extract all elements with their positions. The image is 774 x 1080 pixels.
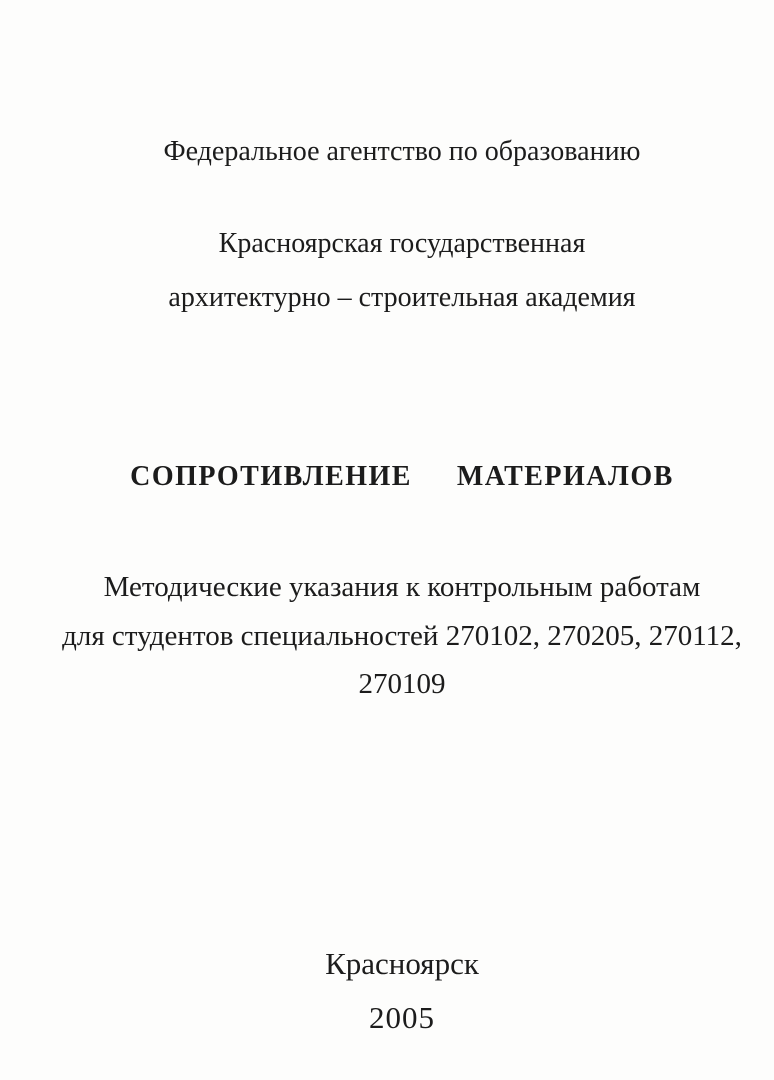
document-subtitle-line3: 270109: [358, 668, 446, 700]
agency-name: Федеральное агентство по образованию: [163, 136, 641, 167]
document-title: СОПРОТИВЛЕНИЕ МАТЕРИАЛОВ: [130, 461, 674, 492]
institution-name-line1: Красноярская государственная: [218, 228, 586, 259]
document-subtitle-line2: для студентов специальностей 270102, 270205, 270112,: [62, 620, 742, 652]
title-page-content: [15, 0, 774, 1080]
publication-city: Красноярск: [325, 946, 479, 981]
document-subtitle-line1: Методические указания к контрольным работам: [103, 571, 701, 603]
publication-year: 2005: [369, 1000, 435, 1035]
institution-name-line2: архитектурно – строительная академия: [168, 282, 636, 313]
